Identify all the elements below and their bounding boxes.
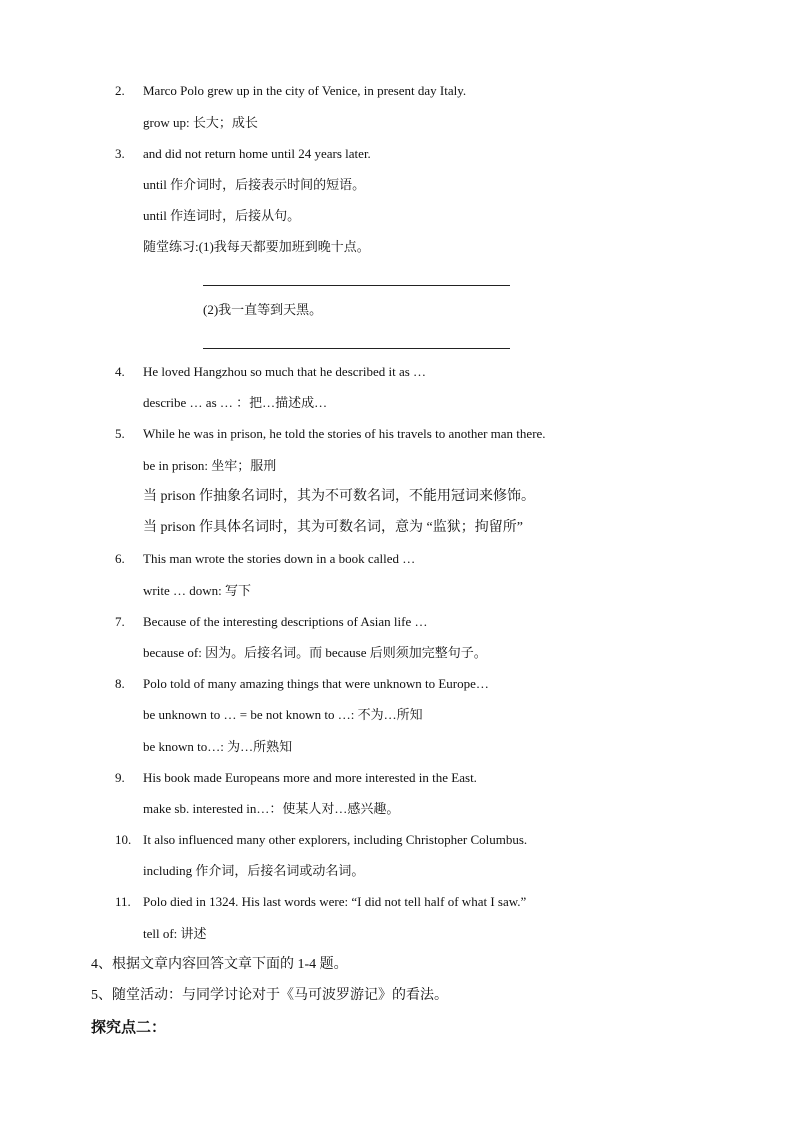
note-line: 当 prison 作具体名词时，其为可数名词，意为 “监狱；拘留所” (143, 520, 523, 535)
english-sentence: He loved Hangzhou so much that he described it as … (143, 364, 427, 379)
practice-line: (2)我一直等到天黑。 (203, 302, 323, 317)
note-line: be known to…: 为…所熟知 (143, 739, 293, 754)
english-sentence: Marco Polo grew up in the city of Venice, in present day Italy. (143, 83, 467, 98)
note-line: be unknown to … = be not known to …: 不为…所知 (143, 707, 423, 722)
item-number: 4. (115, 364, 125, 379)
section-5-instruction: 5、随堂活动：与同学讨论对于《马可波罗游记》的看法。 (91, 988, 448, 1003)
item-number: 8. (115, 676, 125, 691)
english-sentence: Polo died in 1324. His last words were: “I did not tell half of what I saw.” (143, 894, 527, 909)
note-line: describe … as … ：把…描述成… (143, 395, 328, 410)
note-line: because of: 因为。后接名词。而 because 后则须加完整句子。 (143, 645, 487, 660)
item-number: 10. (115, 832, 132, 847)
item-number: 7. (115, 614, 125, 629)
note-line: until 作介词时，后接表示时间的短语。 (143, 177, 366, 192)
answer-blank-2 (203, 348, 510, 349)
section-4-instruction: 4、根据文章内容回答文章下面的 1-4 题。 (91, 957, 348, 972)
english-sentence: His book made Europeans more and more interested in the East. (143, 770, 477, 785)
item-number: 5. (115, 426, 125, 441)
item-number: 2. (115, 83, 125, 98)
item-number: 9. (115, 770, 125, 785)
item-number: 11. (115, 894, 131, 909)
note-line: tell of: 讲述 (143, 926, 207, 941)
note-line: be in prison: 坐牢；服刑 (143, 458, 277, 473)
item-number: 3. (115, 146, 125, 161)
english-sentence: Because of the interesting descriptions of Asian life … (143, 614, 428, 629)
note-line: 当 prison 作抽象名词时，其为不可数名词，不能用冠词来修饰。 (143, 489, 535, 504)
note-line: write … down: 写下 (143, 583, 251, 598)
english-sentence: Polo told of many amazing things that were unknown to Europe… (143, 676, 489, 691)
english-sentence: and did not return home until 24 years later. (143, 146, 371, 161)
note-line: make sb. interested in…：使某人对…感兴趣。 (143, 801, 400, 816)
answer-blank-1 (203, 285, 510, 286)
english-sentence: While he was in prison, he told the stories of his travels to another man there. (143, 426, 546, 441)
note-line: including 作介词，后接名词或动名词。 (143, 863, 365, 878)
practice-line: 随堂练习:(1)我每天都要加班到晚十点。 (143, 239, 370, 254)
note-line: grow up: 长大；成长 (143, 115, 258, 130)
section-heading: 探究点二： (91, 1018, 167, 1036)
english-sentence: It also influenced many other explorers, including Christopher Columbus. (143, 832, 528, 847)
english-sentence: This man wrote the stories down in a book called … (143, 551, 416, 566)
note-line: until 作连词时，后接从句。 (143, 208, 301, 223)
item-number: 6. (115, 551, 125, 566)
